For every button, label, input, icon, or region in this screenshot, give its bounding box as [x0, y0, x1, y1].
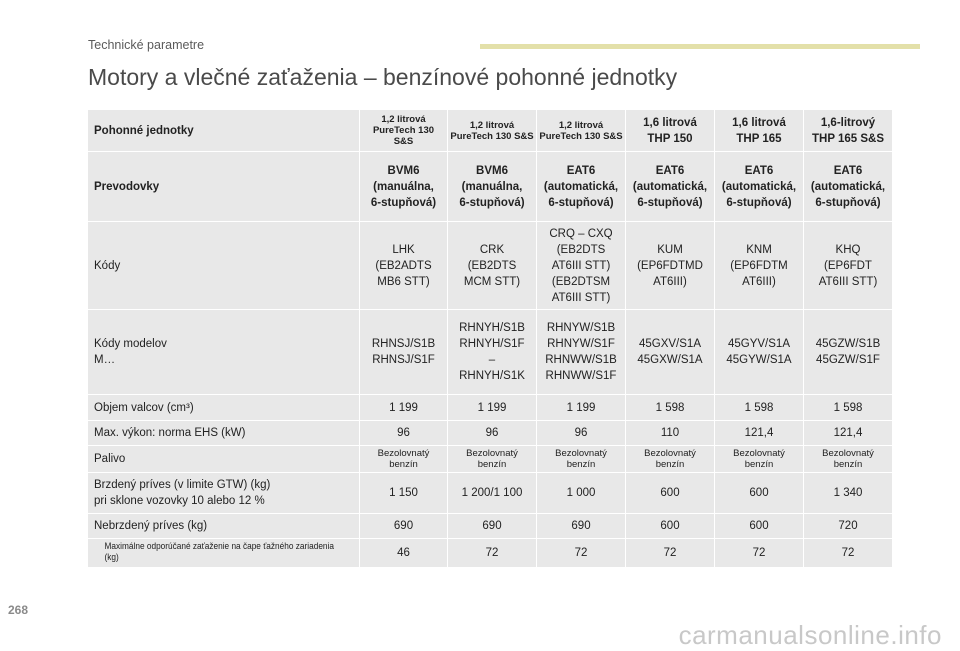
cell-line: RHNSJ/S1B: [371, 338, 436, 350]
table-row-fuel: [88, 446, 893, 473]
table-cell: 690: [448, 514, 537, 539]
table-cell: [804, 310, 893, 395]
table-cell: [360, 446, 448, 473]
cell-line: RHNYW/S1F: [547, 338, 615, 350]
spec-table: [87, 109, 893, 568]
table-cell: [715, 152, 804, 222]
header-line: 1,2 litrová: [381, 114, 426, 125]
table-cell: 96: [537, 421, 626, 446]
page-number: 268: [8, 603, 29, 617]
header-line: 1,6-litrový: [820, 116, 876, 129]
column-header: [360, 110, 448, 152]
cell-line: AT6III STT): [551, 259, 611, 272]
table-cell: 1 598: [626, 395, 715, 421]
cell-line: (automatická,: [810, 180, 886, 193]
cell-line: (EB2DTSM: [551, 275, 611, 288]
table-cell: 72: [626, 539, 715, 568]
table-row-codes: [88, 222, 893, 310]
table-cell: [448, 222, 537, 310]
table-cell: 121,4: [715, 421, 804, 446]
label-line: Kódy modelov: [94, 338, 167, 350]
table-cell: [360, 310, 448, 395]
cell-line: 6-stupňová): [726, 196, 792, 209]
cell-line: Bezolovnatý: [733, 448, 785, 459]
cell-line: AT6III): [742, 275, 776, 288]
cell-line: 45GZW/S1B: [815, 338, 881, 350]
header-line: PureTech 130 S&S: [539, 130, 623, 142]
cell-line: (EB2DTS: [556, 243, 606, 256]
cell-line: RHNWW/S1B: [545, 354, 617, 366]
header-line: 1,2 litrová: [469, 119, 515, 131]
table-cell: 1 199: [448, 395, 537, 421]
row-label: Nebrzdený príves (kg): [88, 514, 360, 539]
table-cell: [448, 446, 537, 473]
cell-line: 45GZW/S1F: [816, 354, 880, 366]
table-row-engines: [88, 110, 893, 152]
table-cell: 1 598: [804, 395, 893, 421]
cell-line: (EP6FDT: [824, 259, 872, 272]
table-cell: 121,4: [804, 421, 893, 446]
column-header: [804, 110, 893, 152]
cell-line: benzín: [566, 459, 596, 470]
section-label: Technické parametre: [88, 38, 205, 52]
header-line: PureTech 130 S&S: [450, 130, 534, 142]
page-title: Motory a vlečné zaťaženia – benzínové pohonné jednotky: [88, 64, 678, 90]
row-label: Kódy: [88, 222, 360, 310]
cell-line: BVM6: [476, 164, 508, 177]
table-cell: [537, 152, 626, 222]
cell-line: (manuálna,: [461, 180, 523, 193]
cell-line: CRK: [479, 243, 505, 256]
cell-line: 45GXW/S1A: [637, 354, 703, 366]
table-cell: 1 199: [537, 395, 626, 421]
cell-line: 6-stupňová): [548, 196, 614, 209]
table-cell: 600: [626, 514, 715, 539]
table-row-braked-trailer: [88, 473, 893, 514]
header-line: THP 165: [736, 132, 782, 145]
table-cell: 96: [360, 421, 448, 446]
table-row-displacement: [88, 395, 893, 421]
cell-line: benzín: [744, 459, 774, 470]
table-cell: [804, 152, 893, 222]
cell-line: (automatická,: [721, 180, 797, 193]
table-cell: 96: [448, 421, 537, 446]
cell-line: Bezolovnatý: [555, 448, 607, 459]
header-line: 1,6 litrová: [732, 116, 786, 129]
header-rule: [480, 44, 920, 49]
row-label: Palivo: [88, 446, 360, 473]
table-cell: 72: [448, 539, 537, 568]
cell-line: AT6III STT): [551, 291, 611, 304]
table-cell: [715, 310, 804, 395]
cell-line: MCM STT): [463, 275, 521, 288]
cell-line: KHQ: [835, 243, 861, 256]
cell-line: LHK: [392, 243, 415, 256]
cell-line: EAT6: [833, 164, 863, 177]
cell-line: (automatická,: [543, 180, 619, 193]
cell-line: RHNYH/S1K: [459, 370, 525, 382]
cell-line: (EP6FDTM: [730, 259, 788, 272]
cell-line: –: [488, 354, 496, 366]
cell-line: (manuálna,: [373, 180, 434, 193]
header-line: THP 150: [647, 132, 693, 145]
table-cell: [715, 222, 804, 310]
cell-line: EAT6: [655, 164, 685, 177]
cell-line: RHNYH/S1B: [459, 322, 525, 334]
table-row-power: [88, 421, 893, 446]
row-label: Prevodovky: [88, 152, 360, 222]
cell-line: benzín: [389, 459, 418, 470]
cell-line: benzín: [477, 459, 507, 470]
table-cell: 720: [804, 514, 893, 539]
row-label-text: Maximálne odporúčané zaťaženie na čape ťažného zariadenia (kg): [104, 541, 334, 562]
table-cell: 1 199: [360, 395, 448, 421]
header-line: 1,2 litrová: [558, 119, 604, 131]
cell-line: (EP6FDTMD: [637, 259, 703, 272]
table-cell: [626, 222, 715, 310]
cell-line: AT6III STT): [818, 275, 878, 288]
table-cell: [715, 446, 804, 473]
table-cell: 600: [715, 473, 804, 514]
watermark: carmanualsonline.info: [678, 620, 942, 650]
row-label: Pohonné jednotky: [88, 110, 360, 152]
table-cell: 600: [626, 473, 715, 514]
cell-line: Bezolovnatý: [466, 448, 518, 459]
table-row-gearbox: [88, 152, 893, 222]
cell-line: RHNYH/S1F: [459, 338, 525, 350]
column-header: [626, 110, 715, 152]
cell-line: RHNSJ/S1F: [372, 354, 435, 366]
table-cell: [626, 310, 715, 395]
table-row-unbraked-trailer: [88, 514, 893, 539]
cell-line: RHNYW/S1B: [546, 322, 616, 334]
row-label: [88, 310, 360, 395]
column-header: [448, 110, 537, 152]
cell-line: AT6III): [653, 275, 687, 288]
cell-line: CRQ – CXQ: [549, 227, 613, 240]
table-cell: [804, 222, 893, 310]
table-cell: 110: [626, 421, 715, 446]
table-cell: 690: [537, 514, 626, 539]
table-row-model-codes: [88, 310, 893, 395]
table-cell: [537, 310, 626, 395]
table-cell: 1 000: [537, 473, 626, 514]
cell-line: Bezolovnatý: [377, 448, 430, 459]
table-cell: [626, 446, 715, 473]
cell-line: 6-stupňová): [637, 196, 703, 209]
cell-line: 6-stupňová): [815, 196, 881, 209]
table-cell: [448, 310, 537, 395]
table-cell: [804, 446, 893, 473]
cell-line: (EB2DTS: [467, 259, 517, 272]
table-row-towbar-load: [88, 539, 893, 568]
cell-line: 45GXV/S1A: [638, 338, 701, 350]
cell-line: Bezolovnatý: [644, 448, 696, 459]
row-label: Objem valcov (cm³): [88, 395, 360, 421]
header-line: 1,6 litrová: [643, 116, 697, 129]
table-cell: [537, 222, 626, 310]
header-line: THP 165 S&S: [811, 132, 884, 145]
row-label: [88, 539, 360, 568]
table-cell: [360, 152, 448, 222]
label-line: Brzdený príves (v limite GTW) (kg): [94, 479, 271, 491]
header-line: PureTech 130 S&S: [372, 125, 435, 147]
row-label: Max. výkon: norma EHS (kW): [88, 421, 360, 446]
row-label: [88, 473, 360, 514]
cell-line: RHNWW/S1F: [545, 370, 617, 382]
cell-line: MB6 STT): [377, 275, 430, 288]
column-header: [537, 110, 626, 152]
label-line: M…: [94, 354, 116, 366]
cell-line: (EB2ADTS: [375, 259, 432, 272]
table-cell: 600: [715, 514, 804, 539]
table-cell: [537, 446, 626, 473]
cell-line: Bezolovnatý: [822, 448, 874, 459]
cell-line: 45GYW/S1A: [726, 354, 792, 366]
table-cell: 690: [360, 514, 448, 539]
column-header: [715, 110, 804, 152]
cell-line: 45GYV/S1A: [727, 338, 790, 350]
table-cell: [626, 152, 715, 222]
table-cell: 72: [537, 539, 626, 568]
cell-line: KNM: [746, 243, 772, 256]
table-cell: 1 340: [804, 473, 893, 514]
cell-line: benzín: [833, 459, 863, 470]
table-cell: 72: [715, 539, 804, 568]
cell-line: KUM: [657, 243, 683, 256]
table-cell: 46: [360, 539, 448, 568]
cell-line: EAT6: [566, 164, 596, 177]
table-cell: [360, 222, 448, 310]
table-cell: 1 200/1 100: [448, 473, 537, 514]
table-cell: [448, 152, 537, 222]
label-line: pri sklone vozovky 10 alebo 12 %: [94, 495, 265, 507]
cell-line: 6-stupňová): [370, 196, 437, 209]
cell-line: EAT6: [744, 164, 774, 177]
table-cell: 1 150: [360, 473, 448, 514]
table-cell: 72: [804, 539, 893, 568]
table-cell: 1 598: [715, 395, 804, 421]
cell-line: (automatická,: [632, 180, 708, 193]
cell-line: benzín: [655, 459, 685, 470]
cell-line: BVM6: [387, 164, 420, 177]
cell-line: 6-stupňová): [459, 196, 525, 209]
